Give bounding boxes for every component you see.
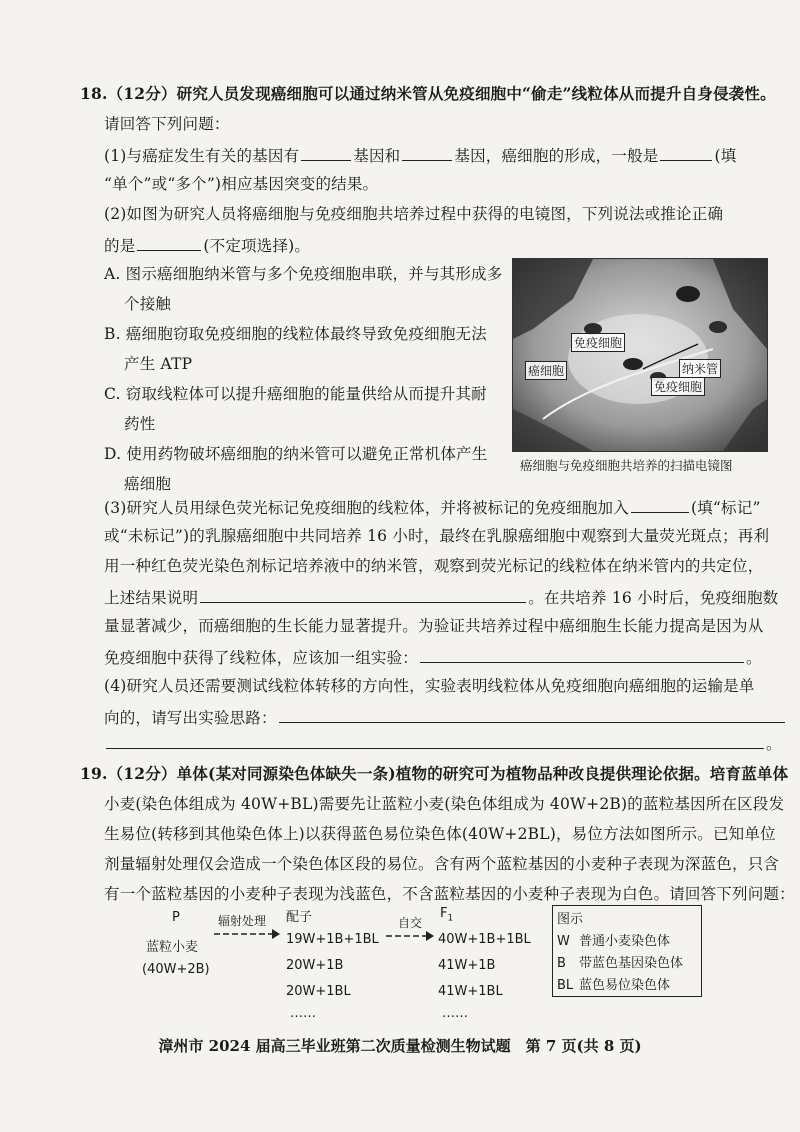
legend-item-w bbox=[557, 930, 670, 949]
q18-part3-text-6a: 免疫细胞中获得了线粒体，应该加一组实验： bbox=[104, 649, 419, 667]
selfing-arrow bbox=[384, 930, 436, 942]
answer-blank-1[interactable] bbox=[301, 144, 351, 161]
q18-part1-line2: “单个”或“多个”)相应基因突变的结果。 bbox=[104, 175, 379, 193]
parent-label: P bbox=[172, 910, 180, 925]
q18-part1-text-b: 基因和 bbox=[353, 147, 401, 165]
q18-part3 bbox=[104, 496, 761, 518]
label-cancer-cell: 癌细胞 bbox=[525, 361, 567, 380]
parent-name: 蓝粒小麦 bbox=[146, 940, 199, 955]
q18-part3-text-b: (填“标记” bbox=[690, 499, 761, 517]
legend-item-b bbox=[557, 952, 683, 971]
label-immune-cell-2: 免疫细胞 bbox=[651, 377, 705, 396]
option-c-line1: C. 窃取线粒体可以提升癌细胞的能量供给从而提升其耐 bbox=[104, 385, 487, 403]
answer-blank-2[interactable] bbox=[402, 144, 452, 161]
q18-prompt: 请回答下列问题： bbox=[104, 115, 230, 133]
q18-part3-line4 bbox=[104, 586, 778, 608]
q18-part4-line3 bbox=[104, 732, 782, 754]
label-immune-cell-1: 免疫细胞 bbox=[571, 333, 625, 352]
q18-part3-line2: 或“未标记”)的乳腺癌细胞中共同培养 16 小时，最终在乳腺癌细胞中观察到大量荧光斑点；再利 bbox=[104, 527, 770, 545]
answer-blank-4[interactable] bbox=[137, 234, 201, 251]
legend-key-w: W bbox=[557, 934, 570, 949]
q18-part4-line2 bbox=[104, 706, 787, 728]
q18-part2-text-b: 的是 bbox=[104, 237, 136, 255]
f1-3: 41W+1BL bbox=[438, 984, 503, 999]
q18-part1-text-c: 基因，癌细胞的形成，一般是 bbox=[454, 147, 659, 165]
gamete-more: …… bbox=[290, 1006, 316, 1021]
q18-part4: (4)研究人员还需要测试线粒体转移的方向性，实验表明线粒体从免疫细胞向癌细胞的运输是单 bbox=[104, 677, 755, 695]
selfing-label: 自交 bbox=[398, 916, 423, 930]
q18-part3-text-4b: 。在共培养 16 小时后，免疫细胞数 bbox=[528, 589, 779, 607]
q19-line2: 小麦(染色体组成为 40W+BL)需要先让蓝粒小麦(染色体组成为 40W+2B)的蓝粒基因所在区段发 bbox=[104, 795, 785, 813]
gamete-label: 配子 bbox=[286, 910, 313, 925]
legend-text-b: 带蓝色基因染色体 bbox=[579, 956, 684, 971]
option-b-line1: B. 癌细胞窃取免疫细胞的线粒体最终导致免疫细胞无法 bbox=[104, 325, 487, 343]
legend-key-bl: BL bbox=[557, 978, 574, 993]
q18-heading: 18.（12分）研究人员发现癌细胞可以通过纳米管从免疫细胞中“偷走”线粒体从而提升自身侵袭性。 bbox=[80, 84, 776, 103]
treatment-arrow bbox=[212, 928, 282, 940]
micrograph-drawing bbox=[513, 259, 767, 451]
legend-title: 图示 bbox=[557, 912, 584, 927]
micrograph-caption: 癌细胞与免疫细胞共培养的扫描电镜图 bbox=[520, 458, 733, 473]
option-a-line1: A. 图示癌细胞纳米管与多个免疫细胞串联，并与其形成多 bbox=[104, 265, 503, 283]
f1-2: 41W+1B bbox=[438, 958, 496, 973]
option-d-line1: D. 使用药物破坏癌细胞的纳米管可以避免正常机体产生 bbox=[104, 445, 488, 463]
f1-1: 40W+1B+1BL bbox=[438, 932, 531, 947]
gamete-1: 19W+1B+1BL bbox=[286, 932, 379, 947]
q18-part1 bbox=[104, 144, 736, 166]
legend-key-b: B bbox=[557, 956, 566, 971]
answer-blank-6[interactable] bbox=[200, 586, 526, 603]
q18-part3-line3: 用一种红色荧光染色剂标记培养液中的纳米管，观察到荧光标记的线粒体在纳米管内的共定位， bbox=[104, 557, 764, 575]
q18-part3-text-4a: 上述结果说明 bbox=[104, 589, 199, 607]
q18-part2-text-c: (不定项选择)。 bbox=[203, 237, 311, 255]
legend-item-bl bbox=[557, 974, 670, 993]
legend-text-w: 普通小麦染色体 bbox=[579, 934, 671, 949]
treatment-label: 辐射处理 bbox=[218, 914, 267, 928]
sem-micrograph bbox=[512, 258, 768, 452]
answer-blank-7[interactable] bbox=[420, 646, 744, 663]
q18-part3-line6 bbox=[104, 646, 762, 668]
answer-blank-8[interactable] bbox=[279, 706, 785, 723]
q19-heading: 19.（12分）单体(某对同源染色体缺失一条)植物的研究可为植物品种改良提供理论依据。培育蓝单体 bbox=[80, 764, 789, 783]
f1-subscript: 1 bbox=[447, 913, 454, 924]
page-footer: 漳州市 2024 届高三毕业班第二次质量检测生物试题 第 7 页(共 8 页) bbox=[158, 1037, 642, 1055]
q18-part2-line2 bbox=[104, 234, 310, 256]
q18-part1-text-d: (填 bbox=[714, 147, 737, 165]
f1-more: …… bbox=[442, 1006, 468, 1021]
q18-part4-end: 。 bbox=[766, 735, 782, 753]
answer-blank-3[interactable] bbox=[660, 144, 712, 161]
q18-part3-line5: 量显著减少，而癌细胞的生长能力显著提升。为验证共培养过程中癌细胞生长能力提高是因为从 bbox=[104, 617, 764, 635]
q19-line3: 生易位(转移到其他染色体上)以获得蓝色易位染色体(40W+2BL)，易位方法如图所示。已知单位 bbox=[104, 825, 776, 843]
q18-part3-text-a: (3)研究人员用绿色荧光标记免疫细胞的线粒体，并将被标记的免疫细胞加入 bbox=[104, 499, 629, 517]
gamete-2: 20W+1B bbox=[286, 958, 344, 973]
q19-line4: 剂量辐射处理仅会造成一个染色体区段的易位。含有两个蓝粒基因的小麦种子表现为深蓝色，只含 bbox=[104, 855, 780, 873]
option-c-line2: 药性 bbox=[124, 415, 156, 433]
q18-part2: (2)如图为研究人员将癌细胞与免疫细胞共培养过程中获得的电镜图，下列说法或推论正确 bbox=[104, 205, 724, 223]
option-d-line2: 癌细胞 bbox=[124, 475, 172, 493]
label-nanotube: 纳米管 bbox=[679, 359, 721, 378]
option-b-line2: 产生 ATP bbox=[124, 355, 193, 373]
f1-letter: F bbox=[440, 906, 448, 921]
legend-text-bl: 蓝色易位染色体 bbox=[579, 978, 671, 993]
q18-part3-text-6b: 。 bbox=[746, 649, 762, 667]
q18-part1-text-a: (1)与癌症发生有关的基因有 bbox=[104, 147, 300, 165]
legend-box bbox=[552, 905, 702, 997]
q19-line5: 有一个蓝粒基因的小麦种子表现为浅蓝色，不含蓝粒基因的小麦种子表现为白色。请回答下列问题： bbox=[104, 885, 795, 903]
parent-genome: (40W+2B) bbox=[142, 962, 210, 977]
gamete-3: 20W+1BL bbox=[286, 984, 351, 999]
answer-blank-5[interactable] bbox=[631, 496, 689, 513]
f1-label bbox=[440, 906, 453, 924]
q18-part4-text-2a: 向的，请写出实验思路： bbox=[104, 709, 277, 727]
answer-blank-9[interactable] bbox=[106, 732, 764, 749]
option-a-line2: 个接触 bbox=[124, 295, 172, 313]
